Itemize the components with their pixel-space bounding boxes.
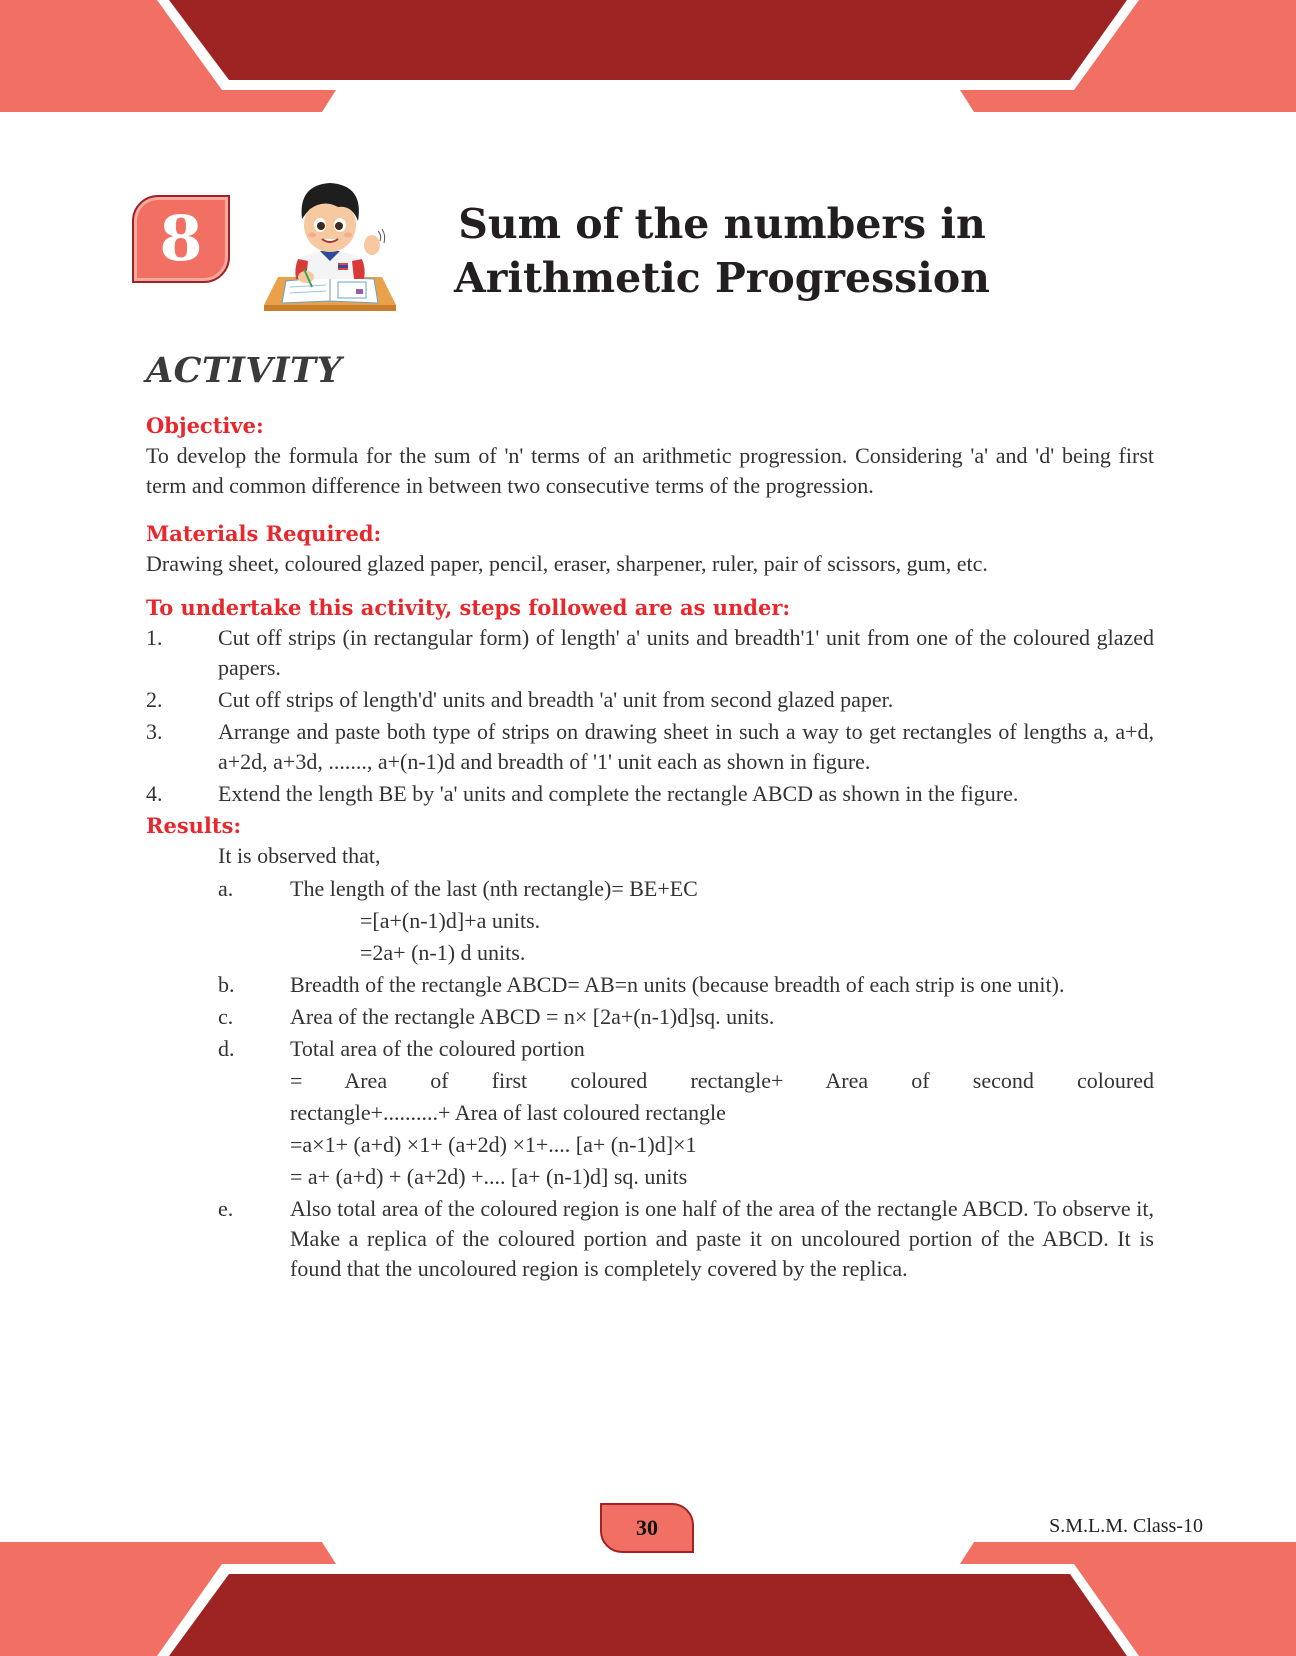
footer-decoration: [0, 1540, 1296, 1656]
objective-text: To develop the formula for the sum of 'n' terms of an arithmetic progression. Considering 'a' and 'd' being first term and common difference in between two consecutive terms of the progression.: [146, 443, 1154, 498]
footer-dark-band: [169, 1574, 1127, 1656]
chapter-number-badge: [132, 195, 230, 283]
result-item-d: [218, 1034, 1154, 1192]
result-item-a: [218, 874, 1154, 968]
result-text: The length of the last (nth rectangle)= BE+EC: [290, 876, 698, 901]
step-text: Cut off strips (in rectangular form) of length' a' units and breadth'1' unit from one of the coloured glazed papers.: [218, 625, 1154, 680]
result-text: Breadth of the rectangle ABCD= AB=n units (because breadth of each strip is one unit).: [290, 972, 1065, 997]
result-marker: d.: [218, 1036, 235, 1061]
materials-text: Drawing sheet, coloured glazed paper, pencil, eraser, sharpener, ruler, pair of scissors, gum, etc.: [146, 551, 988, 576]
step-number: 3.: [146, 719, 163, 744]
result-text: Total area of the coloured portion: [290, 1036, 585, 1061]
result-marker: c.: [218, 1004, 234, 1029]
result-equation: =a×1+ (a+d) ×1+ (a+2d) ×1+.... [a+ (n-1)d]×1: [290, 1132, 697, 1157]
results-section: [146, 811, 1154, 1284]
chapter-title-line-1: Sum of the numbers in: [458, 200, 986, 248]
objective-heading: Objective:: [146, 413, 264, 438]
step-number: 1.: [146, 625, 163, 650]
result-equation: rectangle+..........+ Area of last coloured rectangle: [290, 1100, 726, 1125]
page-number: 30: [636, 1515, 658, 1540]
step-item: [146, 685, 1154, 715]
chapter-number: 8: [159, 202, 203, 275]
result-marker: a.: [218, 876, 234, 901]
step-text: Arrange and paste both type of strips on drawing sheet in such a way to get rectangles of lengths a, a+d, a+2d, a+3d, ......., a+(n-1)d and breadth of '1' unit each as shown in figure.: [218, 719, 1154, 774]
result-marker: b.: [218, 972, 235, 997]
step-item: [146, 779, 1154, 809]
class-label: S.M.L.M. Class-10: [1049, 1515, 1203, 1537]
materials-heading: Materials Required:: [146, 521, 382, 546]
header-dark-band: [169, 0, 1127, 80]
materials-section: [146, 519, 1154, 579]
activity-content: [146, 350, 1154, 1286]
step-item: [146, 623, 1154, 683]
result-equation: =2a+ (n-1) d units.: [360, 940, 526, 965]
step-number: 2.: [146, 687, 163, 712]
step-text: Cut off strips of length'd' units and breadth 'a' unit from second glazed paper.: [218, 687, 894, 712]
chapter-title-line-2: Arithmetic Progression: [454, 254, 990, 302]
result-equation: = a+ (a+d) + (a+2d) +.... [a+ (n-1)d] sq. units: [290, 1164, 688, 1189]
chapter-title: [412, 197, 1032, 305]
result-text: Also total area of the coloured region is one half of the area of the rectangle ABCD. To observe it, Make a replica of the coloured portion and paste it on uncoloured portion of the ABCD. It is found that the uncoloured region is completely covered by the replica.: [290, 1196, 1154, 1281]
steps-heading: To undertake this activity, steps followed are as under:: [146, 595, 791, 620]
step-text: Extend the length BE by 'a' units and complete the rectangle ABCD as shown in the figure.: [218, 781, 1019, 806]
result-item-c: [218, 1002, 1154, 1032]
steps-section: [146, 593, 1154, 809]
result-item-e: [218, 1194, 1154, 1284]
activity-title: ACTIVITY: [146, 350, 342, 391]
step-item: [146, 717, 1154, 777]
results-list: [218, 874, 1154, 1284]
result-marker: e.: [218, 1196, 234, 1221]
header-decoration: [0, 0, 1296, 115]
objective-section: [146, 411, 1154, 501]
result-equation: =[a+(n-1)d]+a units.: [360, 908, 541, 933]
result-text: Area of the rectangle ABCD = n× [2a+(n-1)d]sq. units.: [290, 1004, 775, 1029]
step-number: 4.: [146, 781, 163, 806]
result-item-b: [218, 970, 1154, 1000]
results-heading: Results:: [146, 813, 242, 838]
chapter-header: [130, 165, 1030, 315]
steps-list: [146, 623, 1154, 809]
boy-studying-icon: [260, 165, 400, 315]
result-equation: = Area of first coloured rectangle+ Area of second coloured: [290, 1068, 1154, 1093]
results-intro: It is observed that,: [218, 843, 381, 868]
